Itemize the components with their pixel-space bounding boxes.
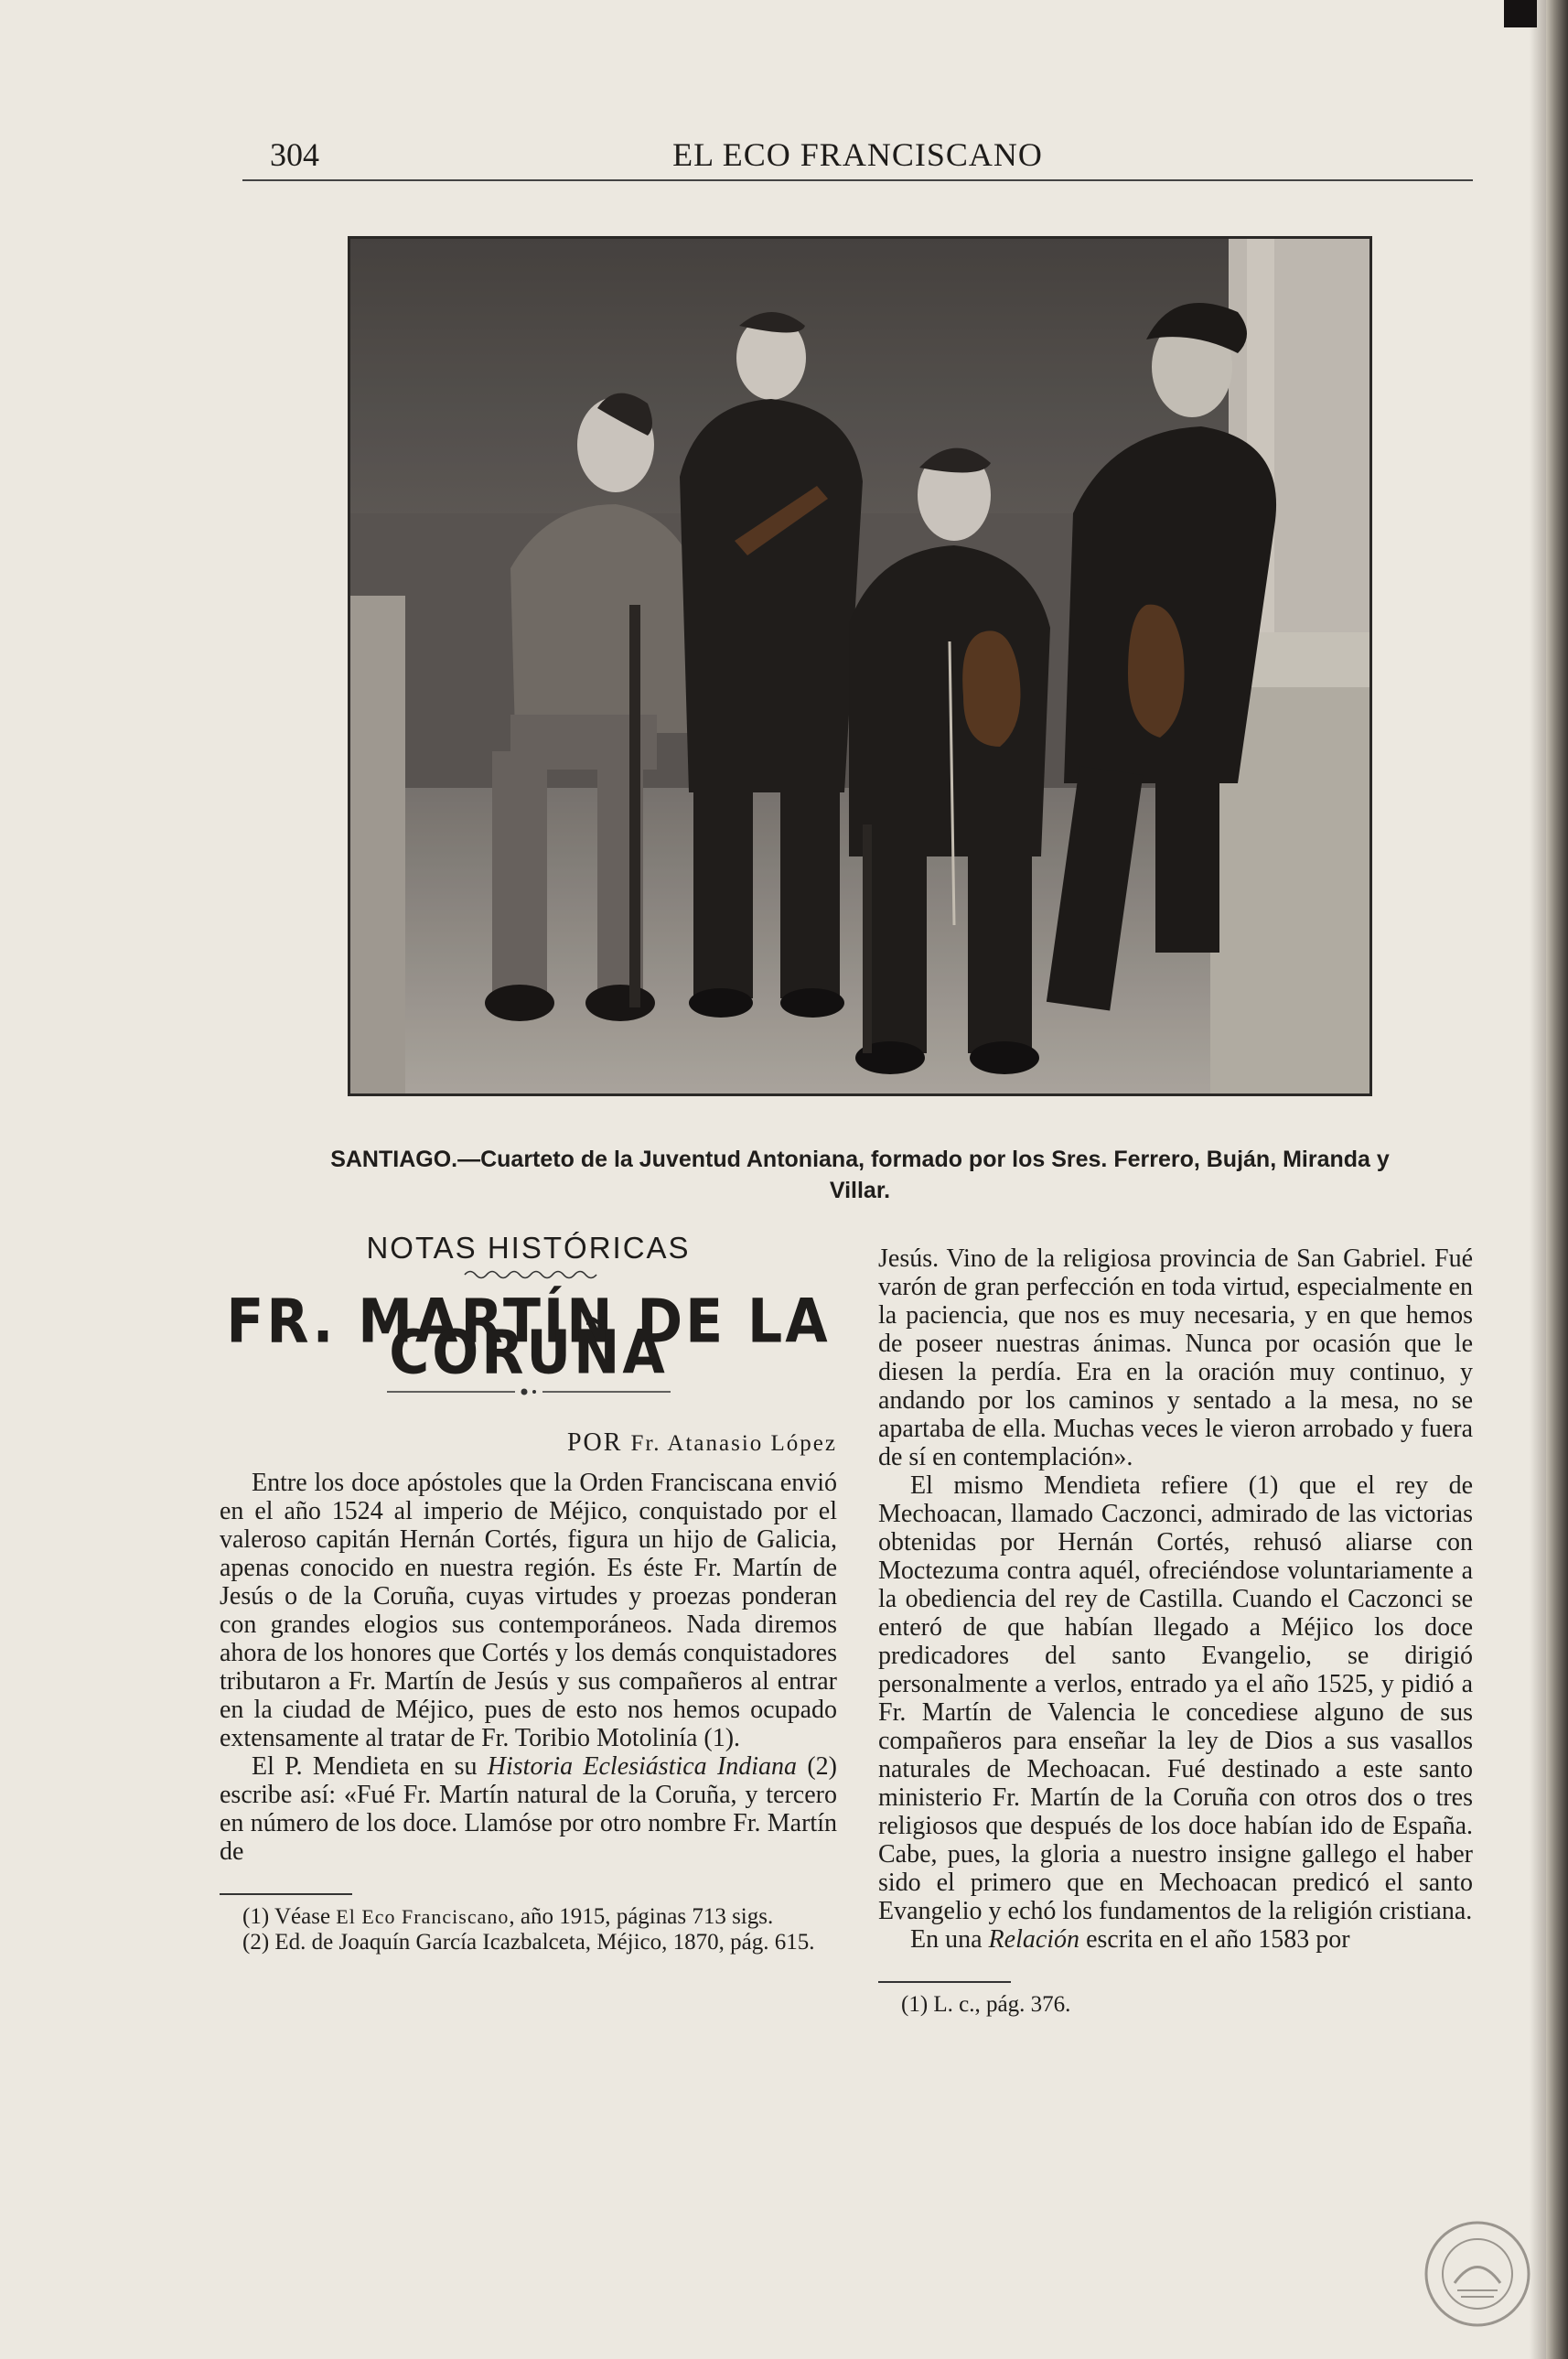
footnote-marker: (1) bbox=[901, 1992, 929, 2017]
photo-caption bbox=[329, 1144, 1391, 1206]
caption-text: —Cuarteto de la Juventud Antoniana, formado por los Sres. Ferrero, Buján, Miranda y Villar. bbox=[457, 1147, 1390, 1203]
right-column bbox=[878, 1244, 1473, 2018]
footnote-marker: (1) bbox=[242, 1904, 270, 1929]
corner-mark bbox=[1504, 0, 1537, 27]
section-title: NOTAS HISTÓRICAS bbox=[366, 1231, 691, 1265]
text-span: En una bbox=[910, 1925, 989, 1954]
book-title: Historia Eclesiástica Indiana bbox=[487, 1752, 798, 1781]
footnote bbox=[220, 1930, 837, 1955]
footnote bbox=[220, 1904, 837, 1930]
text-span: escrita en el año 1583 por bbox=[1079, 1925, 1350, 1954]
page-edge-shadow bbox=[1530, 0, 1546, 2359]
quartet-photograph bbox=[348, 236, 1372, 1096]
byline-por: POR bbox=[566, 1428, 623, 1457]
paragraph: El mismo Mendieta refiere (1) que el rey de Mechoacan, llamado Caczonci, admirado de las victorias obtenidas por Hernán Cortés, rehusó aliarse con Moctezuma contra aquél, ofreciéndose voluntariamente a la obediencia del rey de Castilla. Cuando el Caczonci se enteró de que habían llegado a Méjico los doce predicadores del santo Evangelio, se dirigió personalmente a verlos, entrado ya el año 1525, y pidió a Fr. Martín de Valencia le concediese alguno de sus compañeros para enseñar la ley de Dios a sus vasallos naturales de Mechoacan. Fué destinado a este santo ministerio Fr. Martín de la Coruña con otros dos o tres religiosos que después de los doce habían ido de España. Cabe, pues, la gloria a nuestro insigne gallego el haber sido el primero que en Mechoacan predicó el santo Evangelio y echó los fundamentos de la religión cristiana. bbox=[878, 1471, 1473, 1925]
footnote-marker: (2) bbox=[242, 1930, 270, 1955]
footnote-text: L. c., pág. 376. bbox=[933, 1992, 1071, 2017]
paragraph: Jesús. Vino de la religiosa provincia de San Gabriel. Fué varón de gran perfección en toda virtud, especialmente en la paciencia, que nos es muy necesaria, y en que hemos de poseer nuestras ánimas. Nunca por ocasión que le diesen la perdía. Era en la oración muy continuo, y andando por los caminos y sentado a la mesa, no se apartaba de ella. Muchas veces le vieron arrobado y fuera de sí en contemplación». bbox=[878, 1244, 1473, 1471]
footnote-rule bbox=[878, 1981, 1011, 1983]
footnote bbox=[878, 1992, 1473, 2018]
paragraph: Entre los doce apóstoles que la Orden Franciscana envió en el año 1524 al imperio de Méjico, conquistado por el valeroso capitán Hernán Cortés, figura un hijo de Galicia, apenas conocido en nuestra región. Es éste Fr. Martín de Jesús o de la Coruña, cuyas virtudes y proezas ponderan con grandes elogios sus contemporáneos. Nada diremos ahora de los honores que Cortés y los demás conquistadores tributaron a Fr. Martín de Jesús y sus compañeros al entrar en la ciudad de Méjico, pues de esto nos hemos ocupado extensamente al tratar de Fr. Toribio Motolinía (1). bbox=[220, 1469, 837, 1752]
caption-place: SANTIAGO. bbox=[330, 1147, 458, 1172]
text-span: (2) escribe así: «Fué Fr. Martín natural de la Coruña, y tercero en número de los doce. Llamóse por otro nombre Fr. Martín de bbox=[220, 1752, 837, 1866]
page-number: 304 bbox=[270, 136, 319, 173]
photo-illustration bbox=[350, 239, 1369, 1093]
footnote-journal: El Eco Franciscano bbox=[336, 1905, 510, 1928]
article-title: FR. MARTÍN DE LA CORUÑA bbox=[226, 1286, 831, 1388]
library-seal-stamp bbox=[1423, 2219, 1532, 2329]
paragraph bbox=[878, 1925, 1473, 1954]
binding-gutter bbox=[1546, 0, 1568, 2359]
footnote-text: , año 1915, páginas 713 sigs. bbox=[509, 1904, 774, 1929]
journal-title: EL ECO FRANCISCANO bbox=[672, 136, 1043, 173]
footnote-text: Ed. de Joaquín García Icazbalceta, Méjico, 1870, pág. 615. bbox=[274, 1930, 815, 1955]
paragraph bbox=[220, 1752, 837, 1866]
running-header bbox=[242, 128, 1473, 181]
byline bbox=[220, 1428, 837, 1458]
text-span: El P. Mendieta en su bbox=[252, 1752, 488, 1781]
document-title: Relación bbox=[988, 1925, 1080, 1954]
wavy-rule bbox=[220, 1262, 837, 1289]
author-name: Fr. Atanasio López bbox=[630, 1431, 837, 1456]
left-column bbox=[220, 1226, 837, 1955]
footnote-text: Véase bbox=[274, 1904, 331, 1929]
footnote-rule bbox=[220, 1893, 352, 1895]
